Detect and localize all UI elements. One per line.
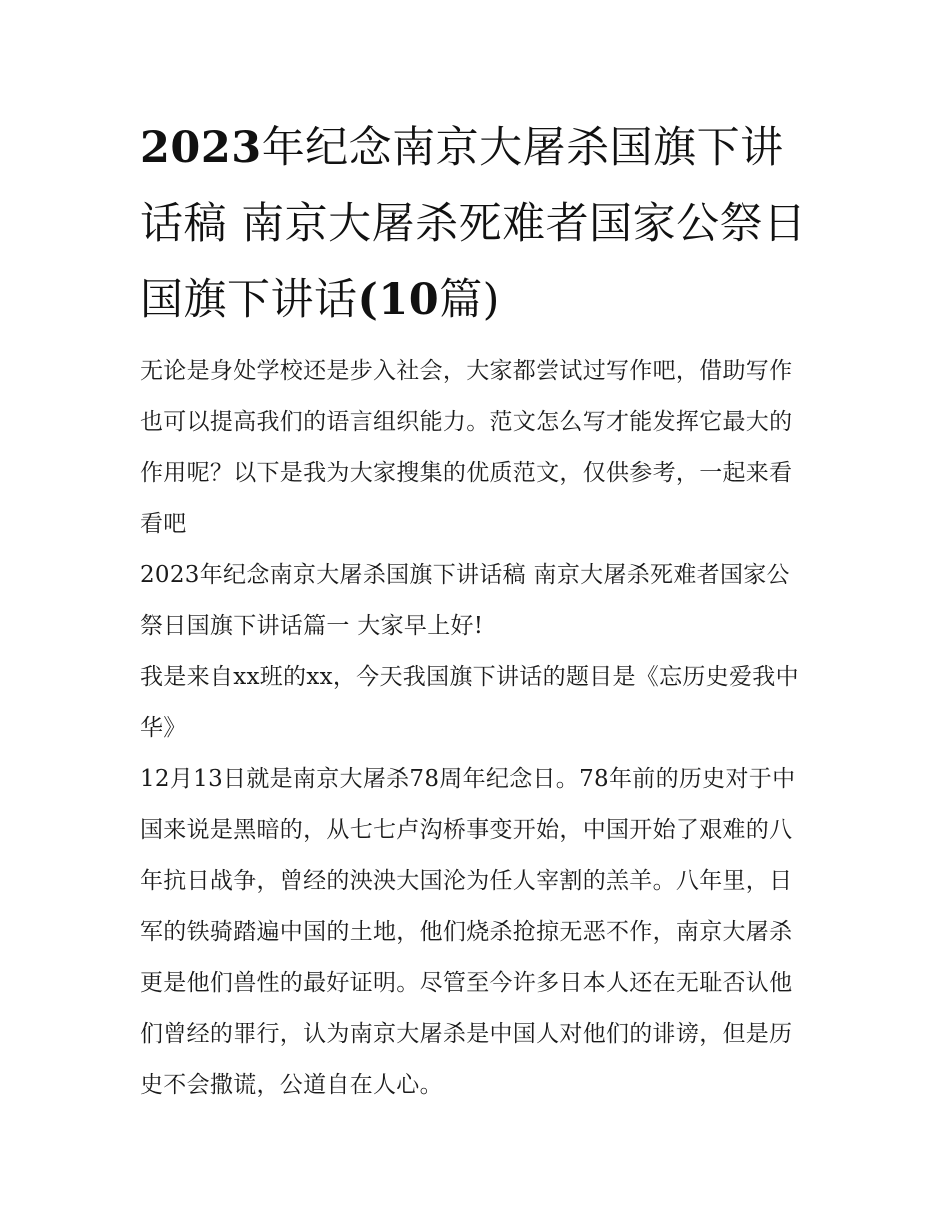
document-page [140,110,812,1111]
body-paragraph-1: 我是来自xx班的xx，今天我国旗下讲话的题目是《忘历史爱我中华》 [140,664,799,741]
title-end: 篇) [439,275,500,325]
section-heading: 2023年纪念南京大屠杀国旗下讲话稿 南京大屠杀死难者国家公祭日国旗下讲话篇一 大家早上好! [140,562,790,639]
title-count: (10 [357,275,440,325]
title-year: 2023 [140,123,262,173]
intro-paragraph: 无论是身处学校还是步入社会，大家都尝试过写作吧，借助写作也可以提高我们的语言组织能力。范文怎么写才能发挥它最大的作用呢？以下是我为大家搜集的优质范文，仅供参考，一起来看看吧 [140,358,793,537]
body-paragraph-2: 12月13日就是南京大屠杀78周年纪念日。78年前的历史对于中国来说是黑暗的，从七七卢沟桥事变开始，中国开始了艰难的八年抗日战争，曾经的泱泱大国沦为任人宰割的羔羊。八年里，日军的铁骑踏遍中国的土地，他们烧杀抢掠无恶不作，南京大屠杀更是他们兽性的最好证明。尽管至今许多日本人还在无耻否认他们曾经的罪行，认为南京大屠杀是中国人对他们的诽谤，但是历史不会撒谎，公道自在人心。 [140,766,796,1098]
document-title [140,110,812,338]
title-main: 年纪念南京大屠杀国旗下讲话稿 南京大屠杀死难者国家公祭日国旗下讲话 [140,123,807,325]
